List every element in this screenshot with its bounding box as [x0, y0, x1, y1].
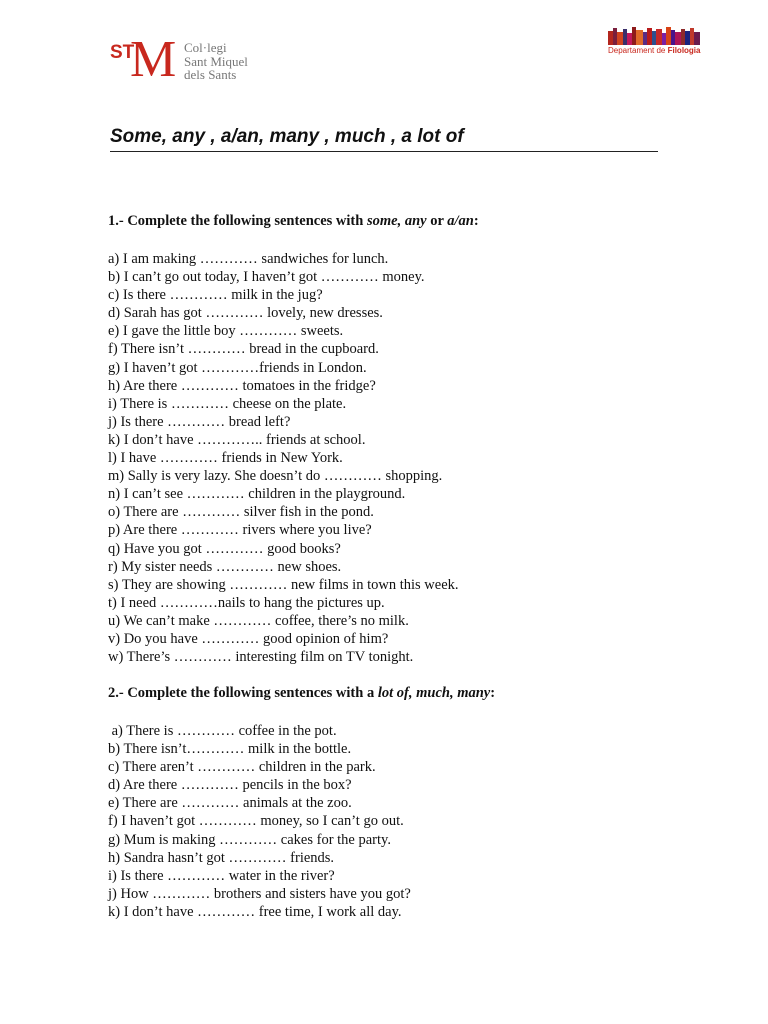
- heading-emphasis: a/an: [447, 213, 474, 229]
- exercise-item: o) There are ………… silver fish in the pond.: [108, 504, 374, 521]
- exercise-item: b) There isn’t………… milk in the bottle.: [108, 741, 352, 758]
- exercise-item: h) Are there ………… tomatoes in the fridge?: [108, 377, 376, 394]
- exercise-2-list: [108, 722, 495, 921]
- page-title: Some, any , a/an, many , much , a lot of: [110, 124, 658, 152]
- exercise-item: n) I can’t see ………… children in the playground.: [108, 486, 406, 503]
- exercise-item: d) Sarah has got ………… lovely, new dresses.: [108, 305, 383, 322]
- exercise-1-list: [108, 250, 479, 666]
- exercise-item: v) Do you have ………… good opinion of him?: [108, 630, 389, 647]
- exercise-2: [108, 684, 495, 921]
- exercise-item: q) Have you got ………… good books?: [108, 540, 341, 557]
- heading-emphasis: lot of, much, many: [377, 685, 491, 701]
- school-name-line: Col·legi: [184, 40, 227, 55]
- exercise-1: [108, 212, 479, 666]
- exercise-item: f) I haven’t got ………… money, so I can’t go out.: [108, 813, 404, 830]
- exercise-item: c) There aren’t ………… children in the park.: [108, 759, 376, 776]
- school-name-line: dels Sants: [184, 67, 237, 82]
- exercise-item: j) Is there ………… bread left?: [108, 413, 291, 430]
- exercise-item: f) There isn’t ………… bread in the cupboard.: [108, 341, 379, 358]
- department-prefix: Departament de: [608, 46, 668, 55]
- logo-m-mark: M: [130, 31, 177, 88]
- department-logo: [608, 27, 718, 55]
- heading-text: 1.- Complete the following sentences with: [108, 213, 367, 229]
- exercise-item: g) Mum is making ………… cakes for the party.: [108, 831, 391, 848]
- exercise-item: h) Sandra hasn’t got ………… friends.: [108, 849, 335, 866]
- department-subject: Filologia: [667, 46, 701, 55]
- exercise-item: t) I need …………nails to hang the pictures up.: [108, 594, 385, 611]
- exercise-item: i) Is there ………… water in the river?: [108, 867, 335, 884]
- exercise-item: r) My sister needs ………… new shoes.: [108, 558, 342, 575]
- department-name: [608, 46, 718, 55]
- exercise-item: i) There is ………… cheese on the plate.: [108, 395, 347, 412]
- heading-emphasis: some, any: [366, 213, 427, 229]
- exercise-2-heading: [108, 684, 495, 702]
- exercise-item: u) We can’t make ………… coffee, there’s no milk.: [108, 612, 409, 629]
- exercise-item: a) There is ………… coffee in the pot.: [108, 723, 337, 739]
- exercise-item: l) I have ………… friends in New York.: [108, 450, 343, 467]
- exercise-item: k) I don’t have ………… free time, I work all day.: [108, 903, 402, 920]
- heading-text: :: [473, 213, 479, 229]
- exercise-item: e) I gave the little boy ………… sweets.: [108, 323, 344, 340]
- exercise-item: b) I can’t go out today, I haven’t got ………… money.: [108, 269, 425, 286]
- heading-text: :: [490, 685, 496, 701]
- school-name: [184, 41, 294, 82]
- exercise-item: p) Are there ………… rivers where you live?: [108, 522, 372, 539]
- exercise-item: g) I haven’t got …………friends in London.: [108, 359, 367, 376]
- exercise-1-heading: [108, 212, 479, 230]
- heading-text: or: [426, 213, 448, 229]
- exercise-item: d) Are there ………… pencils in the box?: [108, 777, 352, 794]
- exercise-item: c) Is there ………… milk in the jug?: [108, 287, 323, 304]
- exercise-item: e) There are ………… animals at the zoo.: [108, 795, 352, 812]
- exercise-item: k) I don’t have ………….. friends at school.: [108, 431, 366, 448]
- books-icon: [608, 27, 700, 45]
- exercise-item: w) There’s ………… interesting film on TV tonight.: [108, 649, 414, 666]
- exercise-item: j) How ………… brothers and sisters have you got?: [108, 885, 411, 902]
- exercise-item: a) I am making ………… sandwiches for lunch.: [108, 251, 389, 267]
- exercise-item: m) Sally is very lazy. She doesn’t do ………… shopping.: [108, 468, 443, 485]
- heading-text: 2.- Complete the following sentences with a: [108, 685, 378, 701]
- school-name-line: Sant Miquel: [184, 53, 248, 69]
- logo-st-mark: ST: [110, 42, 135, 63]
- exercise-item: s) They are showing ………… new films in town this week.: [108, 576, 459, 593]
